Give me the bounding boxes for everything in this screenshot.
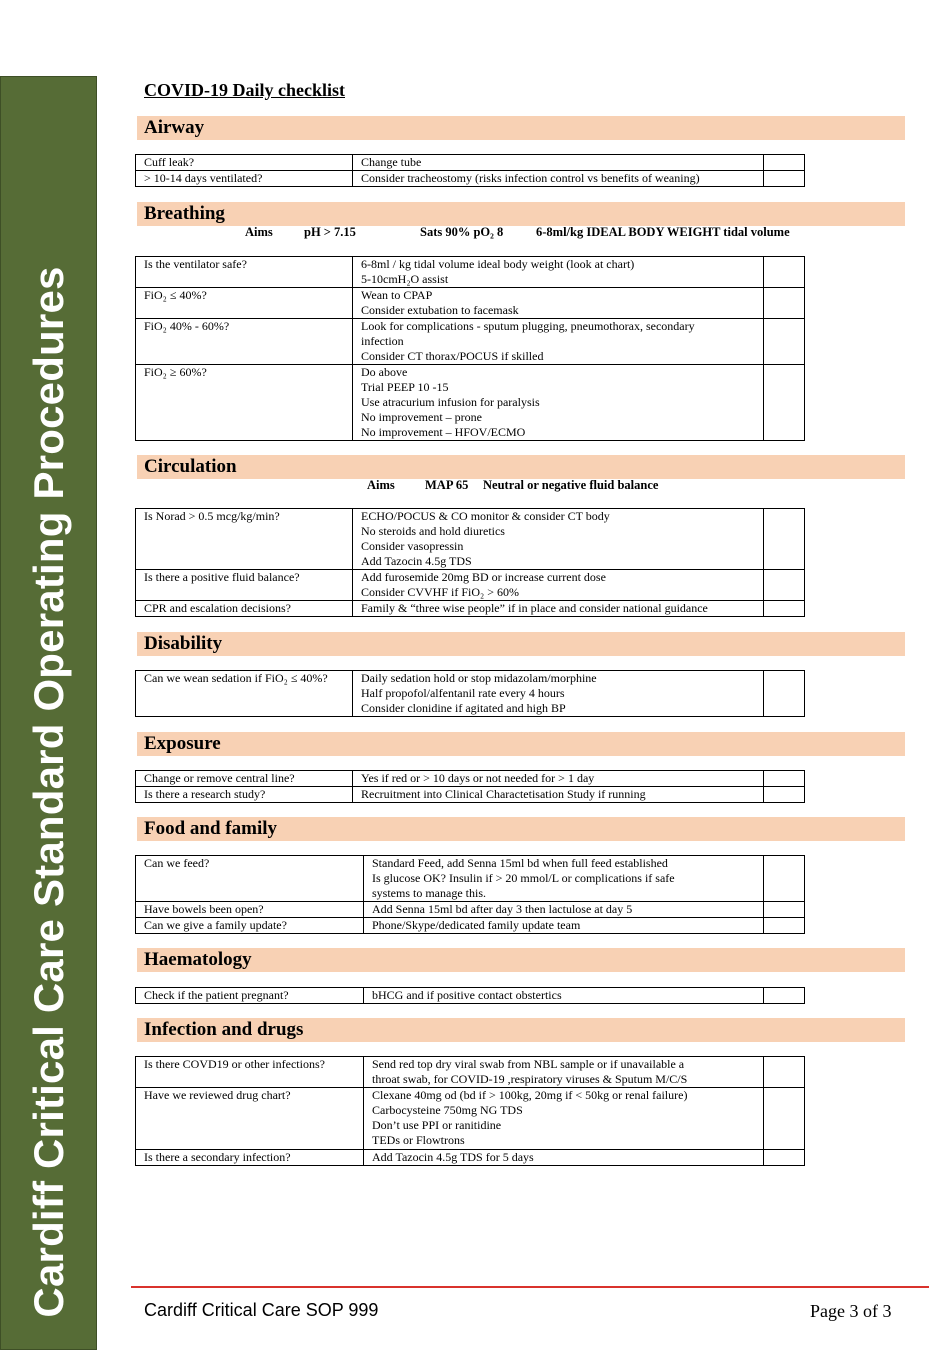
section-disability-header <box>137 632 905 656</box>
action-line: Recruitment into Clinical Charactetisation Study if running <box>361 787 646 801</box>
action-line: No steroids and hold diuretics <box>361 524 505 538</box>
table-row <box>136 918 805 934</box>
check-box[interactable] <box>764 365 805 441</box>
question-cell: Change or remove central line? <box>136 771 353 787</box>
aims-item: MAP 65 <box>425 478 469 492</box>
action-line: Don’t use PPI or ranitidine <box>372 1118 502 1132</box>
question-cell: Have we reviewed drug chart? <box>136 1088 364 1150</box>
check-box[interactable] <box>764 570 805 601</box>
table-row <box>136 257 805 288</box>
action-line: Half propofol/alfentanil rate every 4 hours <box>361 686 565 700</box>
table-row <box>136 1150 805 1166</box>
action-line: infection <box>361 334 404 348</box>
check-box[interactable] <box>764 918 805 934</box>
action-cell <box>353 601 764 617</box>
action-line: Add Tazocin 4.5g TDS <box>361 554 472 568</box>
action-line: Consider vasopressin <box>361 539 464 553</box>
action-line: Look for complications - sputum plugging, pneumothorax, secondary <box>361 319 695 333</box>
table-row <box>136 902 805 918</box>
check-box[interactable] <box>764 509 805 570</box>
check-box[interactable] <box>764 771 805 787</box>
table-row <box>136 787 805 803</box>
table-row <box>136 1088 805 1150</box>
aims-item: pH > 7.15 <box>304 225 356 239</box>
table-row <box>136 365 805 441</box>
check-box[interactable] <box>764 902 805 918</box>
infection-table <box>135 1056 805 1166</box>
check-box[interactable] <box>764 319 805 365</box>
question-cell: Check if the patient pregnant? <box>136 988 364 1004</box>
action-line: Consider clonidine if agitated and high BP <box>361 701 566 715</box>
check-box[interactable] <box>764 1150 805 1166</box>
footer-divider <box>131 1286 929 1288</box>
circulation-aims <box>0 478 952 494</box>
question-cell: FiO₂ ≤ 40%? <box>136 288 353 319</box>
action-line: Change tube <box>361 155 422 169</box>
table-row <box>136 771 805 787</box>
table-row <box>136 319 805 365</box>
disability-table <box>135 670 805 717</box>
action-line: Consider tracheostomy (risks infection control vs benefits of weaning) <box>361 171 700 185</box>
question-cell: Is there a secondary infection? <box>136 1150 364 1166</box>
table-row <box>136 988 805 1004</box>
action-line: Trial PEEP 10 -15 <box>361 380 449 394</box>
question-cell: Is there a positive fluid balance? <box>136 570 353 601</box>
sidebar-banner <box>0 76 97 1350</box>
question-cell: Can we feed? <box>136 856 364 902</box>
action-line: Family & “three wise people” if in place and consider national guidance <box>361 601 708 615</box>
action-line: Add Tazocin 4.5g TDS for 5 days <box>372 1150 534 1164</box>
action-line: Add furosemide 20mg BD or increase current dose <box>361 570 606 584</box>
action-cell <box>353 319 764 365</box>
action-cell <box>364 988 764 1004</box>
action-line: Phone/Skype/dedicated family update team <box>372 918 581 932</box>
circulation-table <box>135 508 805 617</box>
aims-item: 6-8ml/kg IDEAL BODY WEIGHT tidal volume <box>536 225 790 239</box>
action-line: Clexane 40mg od (bd if > 100kg, 20mg if < 50kg or renal failure) <box>372 1088 688 1102</box>
section-heading: Airway <box>144 117 205 138</box>
sidebar-title: Cardiff Critical Care Standard Operating Procedures <box>25 266 72 1318</box>
table-row <box>136 671 805 717</box>
aims-label: Aims <box>367 478 395 492</box>
check-box[interactable] <box>764 1057 805 1088</box>
check-box[interactable] <box>764 155 805 171</box>
check-box[interactable] <box>764 988 805 1004</box>
section-heading: Infection and drugs <box>144 1019 304 1040</box>
section-heading: Haematology <box>144 949 252 970</box>
check-box[interactable] <box>764 257 805 288</box>
food-family-table <box>135 855 805 934</box>
section-breathing-header <box>137 202 905 226</box>
question-cell: FiO₂ ≥ 60%? <box>136 365 353 441</box>
action-cell <box>353 365 764 441</box>
check-box[interactable] <box>764 601 805 617</box>
section-heading: Food and family <box>144 818 278 839</box>
check-box[interactable] <box>764 288 805 319</box>
action-line: systems to manage this. <box>372 886 486 900</box>
action-line: Add Senna 15ml bd after day 3 then lactulose at day 5 <box>372 902 633 916</box>
action-line: ECHO/POCUS & CO monitor & consider CT body <box>361 509 610 523</box>
action-cell <box>364 1150 764 1166</box>
table-row <box>136 288 805 319</box>
action-cell <box>353 155 764 171</box>
question-cell: Can we give a family update? <box>136 918 364 934</box>
footer-page-number: Page 3 of 3 <box>810 1301 892 1321</box>
section-food-family-header <box>137 817 905 841</box>
question-cell: Cuff leak? <box>136 155 353 171</box>
section-heading: Circulation <box>144 456 237 477</box>
action-cell <box>364 1088 764 1150</box>
table-row <box>136 155 805 171</box>
action-cell <box>364 1057 764 1088</box>
action-line: Send red top dry viral swab from NBL sample or if unavailable a <box>372 1057 685 1071</box>
table-row <box>136 1057 805 1088</box>
airway-table <box>135 154 805 187</box>
action-cell <box>364 918 764 934</box>
breathing-aims <box>0 225 952 241</box>
section-exposure-header <box>137 732 905 756</box>
breathing-table <box>135 256 805 441</box>
action-cell <box>353 771 764 787</box>
action-cell <box>353 171 764 187</box>
exposure-table <box>135 770 805 803</box>
document-title: COVID-19 Daily checklist <box>144 80 345 100</box>
question-cell: CPR and escalation decisions? <box>136 601 353 617</box>
table-row <box>136 171 805 187</box>
question-cell: Can we wean sedation if FiO₂ ≤ 40%? <box>136 671 353 717</box>
action-line: Consider extubation to facemask <box>361 303 519 317</box>
section-airway-header <box>137 116 905 140</box>
check-box[interactable] <box>764 1088 805 1150</box>
table-row <box>136 570 805 601</box>
action-line: Yes if red or > 10 days or not needed for > 1 day <box>361 771 595 785</box>
action-line: Do above <box>361 365 408 379</box>
question-cell: FiO₂ 40% - 60%? <box>136 319 353 365</box>
action-cell <box>364 902 764 918</box>
check-box[interactable] <box>764 171 805 187</box>
action-line: TEDs or Flowtrons <box>372 1133 465 1147</box>
action-cell <box>353 671 764 717</box>
aims-label: Aims <box>245 225 273 239</box>
action-cell <box>353 288 764 319</box>
question-cell: Have bowels been open? <box>136 902 364 918</box>
question-cell: Is the ventilator safe? <box>136 257 353 288</box>
table-row <box>136 856 805 902</box>
action-cell <box>353 509 764 570</box>
action-cell <box>353 570 764 601</box>
action-line: 5-10cmH₂O assist <box>361 272 449 286</box>
action-line: Carbocysteine 750mg NG TDS <box>372 1103 523 1117</box>
action-line: Standard Feed, add Senna 15ml bd when full feed established <box>372 856 668 870</box>
action-line: throat swab, for COVID-19 ,respiratory viruses & Sputum M/C/S <box>372 1072 688 1086</box>
action-line: No improvement – prone <box>361 410 482 424</box>
action-cell <box>353 257 764 288</box>
section-heading: Breathing <box>144 203 225 224</box>
action-line: Consider CVVHF if FiO₂ > 60% <box>361 585 519 599</box>
check-box[interactable] <box>764 671 805 717</box>
question-cell: Is there a research study? <box>136 787 353 803</box>
action-line: Is glucose OK? Insulin if > 20 mmol/L or complications if safe <box>372 871 675 885</box>
action-cell <box>364 856 764 902</box>
section-haematology-header <box>137 948 905 972</box>
footer-doc-ref: Cardiff Critical Care SOP 999 <box>144 1300 379 1320</box>
action-line: Use atracurium infusion for paralysis <box>361 395 540 409</box>
section-heading: Disability <box>144 633 223 654</box>
check-box[interactable] <box>764 856 805 902</box>
check-box[interactable] <box>764 787 805 803</box>
question-cell: > 10-14 days ventilated? <box>136 171 353 187</box>
action-line: Wean to CPAP <box>361 288 433 302</box>
action-line: bHCG and if positive contact obstertics <box>372 988 562 1002</box>
action-line: Consider CT thorax/POCUS if skilled <box>361 349 544 363</box>
action-line: Daily sedation hold or stop midazolam/morphine <box>361 671 597 685</box>
table-row <box>136 601 805 617</box>
question-cell: Is there COVD19 or other infections? <box>136 1057 364 1088</box>
table-row <box>136 509 805 570</box>
question-cell: Is Norad > 0.5 mcg/kg/min? <box>136 509 353 570</box>
section-infection-header <box>137 1018 905 1042</box>
section-heading: Exposure <box>144 733 221 754</box>
action-line: No improvement – HFOV/ECMO <box>361 425 526 439</box>
section-circulation-header <box>137 455 905 479</box>
action-cell <box>353 787 764 803</box>
aims-item: Sats 90% pO₂ 8 <box>420 225 504 239</box>
haematology-table <box>135 987 805 1004</box>
aims-item: Neutral or negative fluid balance <box>483 478 659 492</box>
action-line: 6-8ml / kg tidal volume ideal body weight (look at chart) <box>361 257 635 271</box>
